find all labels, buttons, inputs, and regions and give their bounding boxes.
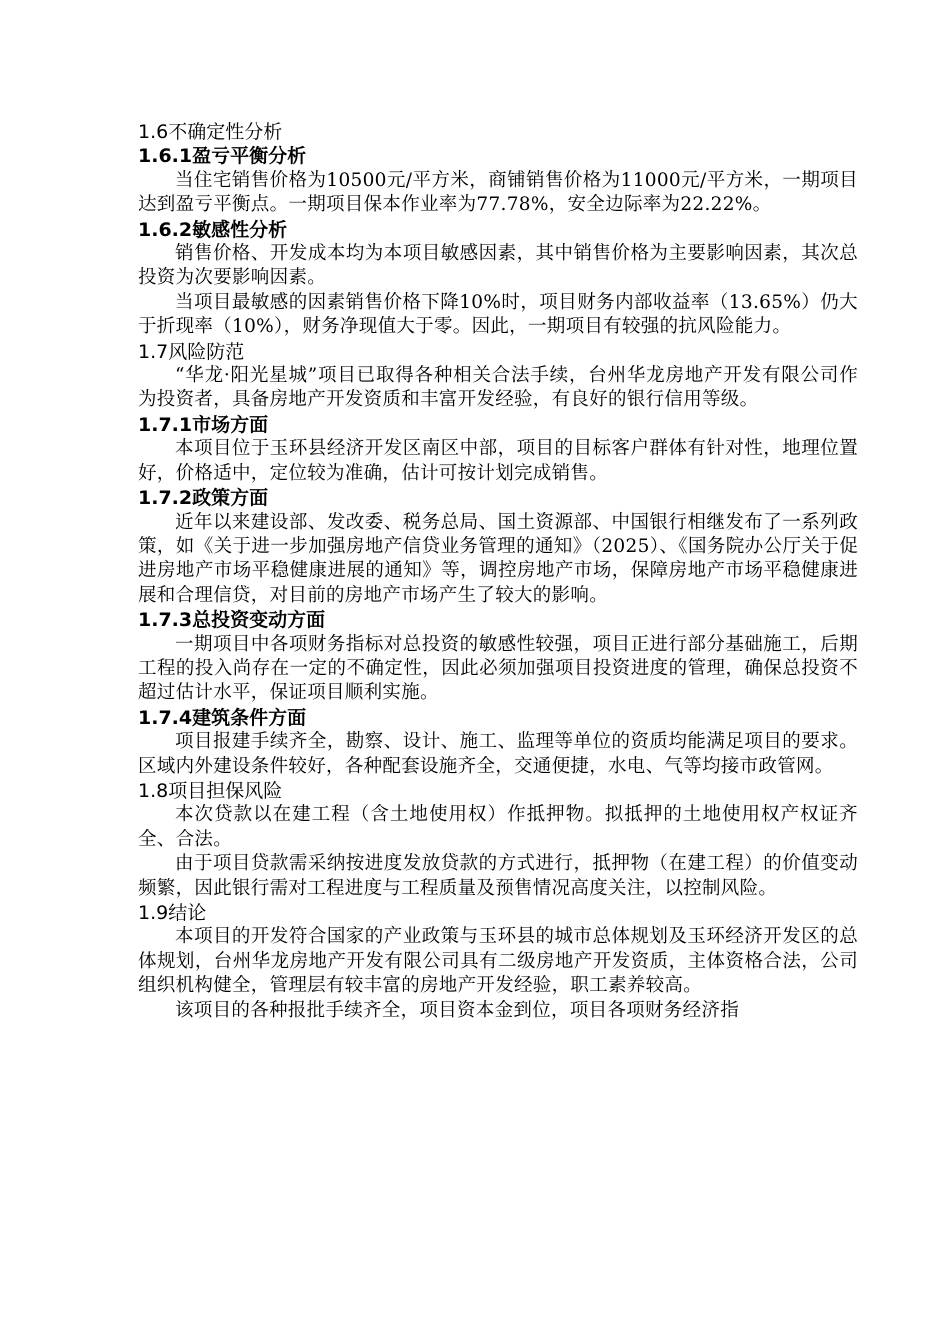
paragraph-market: 本项目位于玉环县经济开发区南区中部，项目的目标客户群体有针对性，地理位置好，价格适中，定位较为准确，估计可按计划完成销售。 (138, 438, 858, 484)
heading-1-8: 1.8项目担保风险 (138, 779, 283, 802)
paragraph-construction: 项目报建手续齐全，勘察、设计、施工、监理等单位的资质均能满足项目的要求。区域内外建设条件较好，各种配套设施齐全，交通便捷，水电、气等均接市政管网。 (138, 731, 858, 777)
heading-1-6-2: 1.6.2敏感性分析 (138, 218, 288, 241)
paragraph-collateral: 本次贷款以在建工程（含土地使用权）作抵押物。拟抵押的土地使用权产权证齐全、合法。 (138, 804, 858, 850)
paragraph-conclusion-1: 本项目的开发符合国家的产业政策与玉环县的城市总体规划及玉环经济开发区的总体规划，台州华龙房地产开发有限公司具有二级房地产开发资质，主体资格合法，公司组织机构健全，管理层有较丰富的房地产开发经验，职工素养较高。 (138, 926, 858, 997)
heading-1-7-2: 1.7.2政策方面 (138, 487, 269, 510)
heading-1-6: 1.6不确定性分析 (138, 121, 283, 143)
heading-1-7-1: 1.7.1市场方面 (138, 413, 269, 436)
heading-1-9: 1.9结论 (138, 902, 207, 924)
paragraph-breakeven: 当住宅销售价格为10500元/平方米，商铺销售价格为11000元/平方米，一期项目达到盈亏平衡点。一期项目保本作业率为77.78%，安全边际率为22.22%。 (138, 169, 858, 216)
paragraph-conclusion-2: 该项目的各种报批手续齐全，项目资本金到位，项目各项财务经济指 (175, 999, 740, 1021)
heading-1-7-3: 1.7.3总投资变动方面 (138, 609, 326, 632)
heading-1-7: 1.7风险防范 (138, 340, 245, 363)
paragraph-collateral-risk: 由于项目贷款需采纳按进度发放贷款的方式进行，抵押物（在建工程）的价值变动频繁，因此银行需对工程进度与工程质量及预售情况高度关注，以控制风险。 (138, 853, 858, 899)
paragraph-risk-overview: “华龙·阳光星城”项目已取得各种相关合法手续，台州华龙房地产开发有限公司作为投资者，具备房地产开发资质和丰富开发经验，有良好的银行信用等级。 (138, 365, 858, 411)
paragraph-sensitivity-result: 当项目最敏感的因素销售价格下降10%时，项目财务内部收益率（13.65%）仍大于折现率（10%），财务净现值大于零。因此，一期项目有较强的抗风险能力。 (138, 291, 858, 338)
paragraph-policy: 近年以来建设部、发改委、税务总局、国土资源部、中国银行相继发布了一系列政策，如《关于进一步加强房地产信贷业务管理的通知》（2025）、《国务院办公厅关于促进房地产市场平稳健康进展的通知》等，调控房地产市场，保障房地产市场平稳健康进展和合理信贷，对目前的房地产市场产生了较大的影响。 (138, 511, 858, 606)
heading-1-6-1: 1.6.1盈亏平衡分析 (138, 145, 307, 168)
paragraph-investment: 一期项目中各项财务指标对总投资的敏感性较强，项目正进行部分基础施工，后期工程的投入尚存在一定的不确定性，因此必须加强项目投资进度的管理，确保总投资不超过估计水平，保证项目顺利实施。 (138, 633, 858, 704)
paragraph-sensitivity-factors: 销售价格、开发成本均为本项目敏感因素，其中销售价格为主要影响因素，其次总投资为次要影响因素。 (138, 243, 858, 289)
heading-1-7-4: 1.7.4建筑条件方面 (138, 706, 307, 729)
